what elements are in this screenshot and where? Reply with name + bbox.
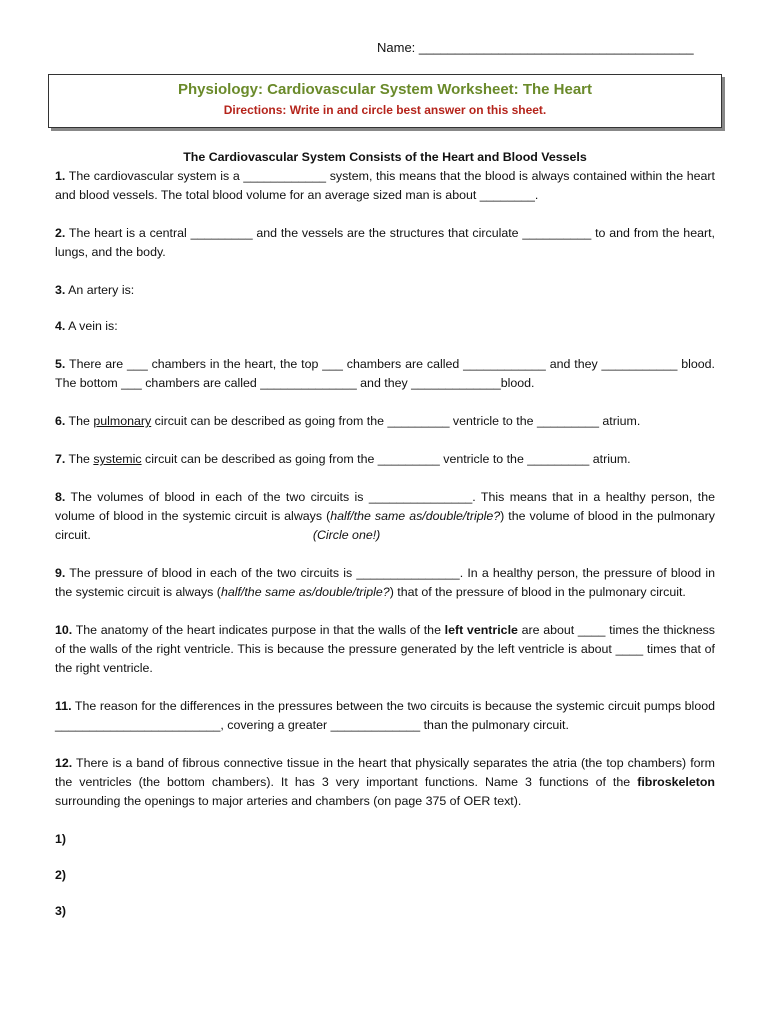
question-text: The anatomy of the heart indicates purpose in that the walls of the (72, 623, 445, 637)
question-text: The (65, 452, 94, 466)
question-text: surrounding the openings to major arteries and chambers (on page 375 of OER text). (55, 794, 522, 808)
question-text: circuit can be described as going from the _________ ventricle to the _________ atrium. (151, 414, 641, 428)
name-field[interactable]: Name: ______________________________________ (377, 40, 694, 55)
question-text: A vein is: (65, 319, 118, 333)
question-6[interactable] (55, 412, 715, 431)
question-text: The (65, 414, 94, 428)
question-text: are about ____ times the thickness of the walls of the right ventricle. This is because the pressure generated by the left ventricle is about ____ times that of the right ventricle. (55, 623, 715, 675)
title-box (48, 74, 722, 128)
circle-options[interactable]: half/the same as/double/triple? (220, 585, 390, 599)
question-number: 10. (55, 623, 73, 637)
underlined-term: systemic (93, 452, 142, 466)
question-2[interactable] (55, 224, 715, 262)
question-number: 8. (55, 490, 66, 504)
question-1[interactable] (55, 167, 715, 205)
answer-1[interactable]: 1) (55, 832, 67, 846)
question-text: ) the volume of blood in the pulmonary circuit. (55, 509, 715, 542)
question-12[interactable] (55, 754, 715, 811)
answer-3[interactable]: 3) (55, 904, 67, 918)
question-number: 6. (55, 414, 66, 428)
question-text: The pressure of blood in each of the two circuits is _______________. In a healthy person, the pressure of blood in the systemic circuit is always ( (55, 566, 715, 599)
bold-term: left ventricle (444, 623, 518, 637)
question-9[interactable] (55, 564, 715, 602)
directions: Directions: Write in and circle best answer on this sheet. (223, 103, 547, 117)
question-text: The volumes of blood in each of the two circuits is _______________. This means that in a healthy person, the volume of blood in the systemic circuit is always ( (55, 490, 715, 523)
question-number: 2. (55, 226, 66, 240)
question-number: 1. (55, 169, 66, 183)
question-8[interactable] (55, 488, 715, 545)
question-number: 5. (55, 357, 66, 371)
question-4[interactable] (55, 317, 715, 336)
question-text: ) that of the pressure of blood in the pulmonary circuit. (389, 585, 686, 599)
question-11[interactable] (55, 697, 715, 735)
worksheet-title: Physiology: Cardiovascular System Worksheet: The Heart (177, 81, 593, 98)
question-text: An artery is: (65, 283, 135, 297)
answer-2[interactable]: 2) (55, 868, 67, 882)
question-number: 12. (55, 756, 73, 770)
question-3[interactable] (55, 281, 715, 300)
question-number: 7. (55, 452, 66, 466)
worksheet-body (55, 148, 715, 921)
question-text: There is a band of fibrous connective tissue in the heart that physically separates the atria (the top chambers) form the ventricles (the bottom chambers). It has 3 very important functions. Name 3 functions of the (55, 756, 715, 789)
question-7[interactable] (55, 450, 715, 469)
question-5[interactable] (55, 355, 715, 393)
question-text: The heart is a central _________ and the vessels are the structures that circulate __________ to and from the heart, lungs, and the body. (55, 226, 715, 259)
section-heading: The Cardiovascular System Consists of the Heart and Blood Vessels (183, 150, 587, 164)
circle-options[interactable]: half/the same as/double/triple? (330, 509, 501, 523)
question-number: 4. (55, 319, 66, 333)
question-number: 11. (55, 699, 72, 713)
circle-instruction: (Circle one!) (312, 528, 381, 542)
question-number: 3. (55, 283, 66, 297)
question-text: The cardiovascular system is a ____________ system, this means that the blood is always contained within the heart and blood vessels. The total blood volume for an average sized man is about ________. (55, 169, 715, 202)
bold-term: fibroskeleton (637, 775, 715, 789)
underlined-term: pulmonary (93, 414, 152, 428)
question-text: The reason for the differences in the pressures between the two circuits is because the systemic circuit pumps blood ________________________, covering a greater _____________ than the pulmonary circuit. (55, 699, 715, 732)
question-text: circuit can be described as going from the _________ ventricle to the _________ atrium. (141, 452, 631, 466)
question-number: 9. (55, 566, 66, 580)
question-10[interactable] (55, 621, 715, 678)
question-text: There are ___ chambers in the heart, the top ___ chambers are called ____________ and they ___________ blood. The bottom ___ chambers are called ______________ and they _____________blood. (55, 357, 715, 390)
